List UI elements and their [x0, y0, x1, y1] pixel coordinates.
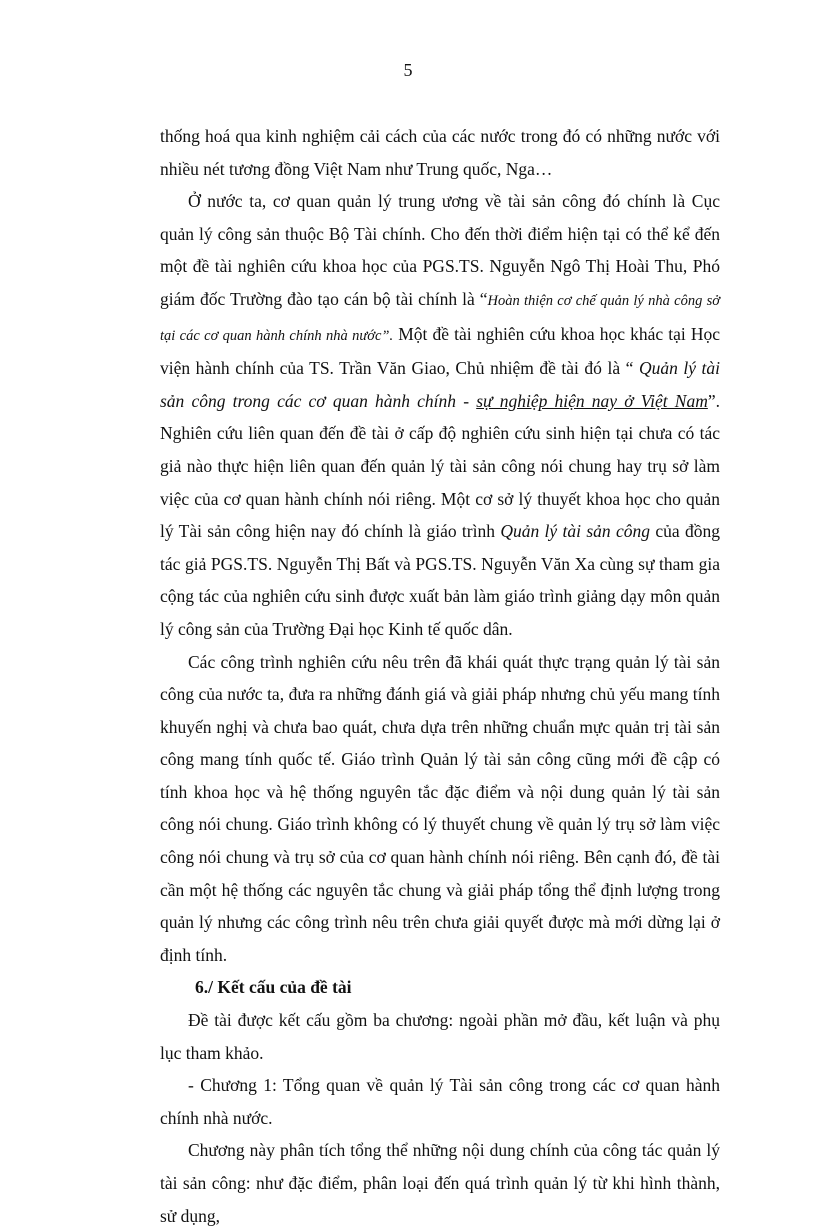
italic-title-2: Quản lý tài sản công trong các cơ quan hành chính	[160, 358, 720, 411]
paragraph-chapter-1-content: Chương này phân tích tổng thể những nội dung chính của công tác quản lý tài sản công: như đặc điểm, phân loại đến quá trình quản lý từ khi hình thành, sử dụng,	[160, 1140, 720, 1226]
body-text	[160, 120, 720, 1232]
text-run: ”. Nghiên cứu liên quan đến đề tài ở cấp độ nghiên cứu sinh hiện tại chưa có tác giả nào thực hiện liên quan đến quản lý tài sản công nói chung hay trụ sở làm việc của cơ quan hành chính nói riêng. Một cơ sở lý thuyết khoa học cho quản lý Tài sản công hiện nay đó chính là giáo trình	[160, 390, 721, 542]
text-run: Ở nước ta, cơ quan quản lý trung ương về tài sản công đó chính là Cục quản lý công sản thuộc Bộ Tài chính. Cho đến thời điểm hiện tại có thể kể đến một đề tài nghiên cứu khoa học của PGS.TS. Nguyễn Ngô Thị Hoài Thu, Phó giám đốc Trường đào tạo cán bộ tài chính là “	[160, 191, 720, 309]
page-number: 5	[403, 60, 413, 80]
text-run: Một đề tài nghiên cứu khoa học khác tại Học viện hành chính của TS. Trần Văn Giao, Chủ nhiệm đề tài đó là “	[160, 323, 721, 379]
paragraph-chapter-1: - Chương 1: Tổng quan về quản lý Tài sản công trong các cơ quan hành chính nhà nước.	[160, 1075, 720, 1128]
paragraph-research-overview	[160, 185, 720, 645]
paragraph-assessment: Các công trình nghiên cứu nêu trên đã khái quát thực trạng quản lý tài sản công của nước ta, đưa ra những đánh giá và giải pháp nhưng chủ yếu mang tính khuyến nghị và chưa bao quát, chưa dựa trên những chuẩn mực quản trị tài sản công mang tính quốc tế. Giáo trình Quản lý tài sản công cũng mới đề cập có tính khoa học và hệ thống nguyên tắc đặc điểm và nội dung quản lý tài sản công nói chung. Giáo trình không có lý thuyết chung về quản lý trụ sở làm việc công nói chung và trụ sở của cơ quan hành chính nói riêng. Bên cạnh đó, đề tài cần một hệ thống các nguyên tắc chung và giải pháp tổng thể định lượng trong quản lý nhưng các công trình nêu trên chưa giải quyết được mà mới dừng lại ở định tính.	[160, 651, 720, 965]
paragraph-continuation: thống hoá qua kinh nghiệm cải cách của các nước trong đó có những nước với nhiều nét tương đồng Việt Nam như Trung quốc, Nga…	[160, 126, 720, 179]
italic-textbook-title: Quản lý tài sản công	[500, 521, 651, 542]
italic-underlined-title: sự nghiệp hiện nay ở Việt Nam	[476, 390, 708, 411]
italic-title-1: Hoàn thiện cơ chế quản lý nhà công sở tại các cơ quan hành chính nhà nước”.	[160, 292, 720, 344]
section-heading: 6./ Kết cấu của đề tài	[195, 977, 352, 998]
text-run: -	[456, 390, 477, 411]
paragraph-structure: Đề tài được kết cấu gồm ba chương: ngoài phần mở đầu, kết luận và phụ lục tham khảo.	[160, 1010, 720, 1063]
text-run: của đồng tác giả PGS.TS. Nguyễn Thị Bất và PGS.TS. Nguyễn Văn Xa cùng sự tham gia cộng tác của nghiên cứu sinh được xuất bản làm giáo trình giảng dạy môn quản lý công sản của Trường Đại học Kinh tế quốc dân.	[160, 521, 721, 639]
